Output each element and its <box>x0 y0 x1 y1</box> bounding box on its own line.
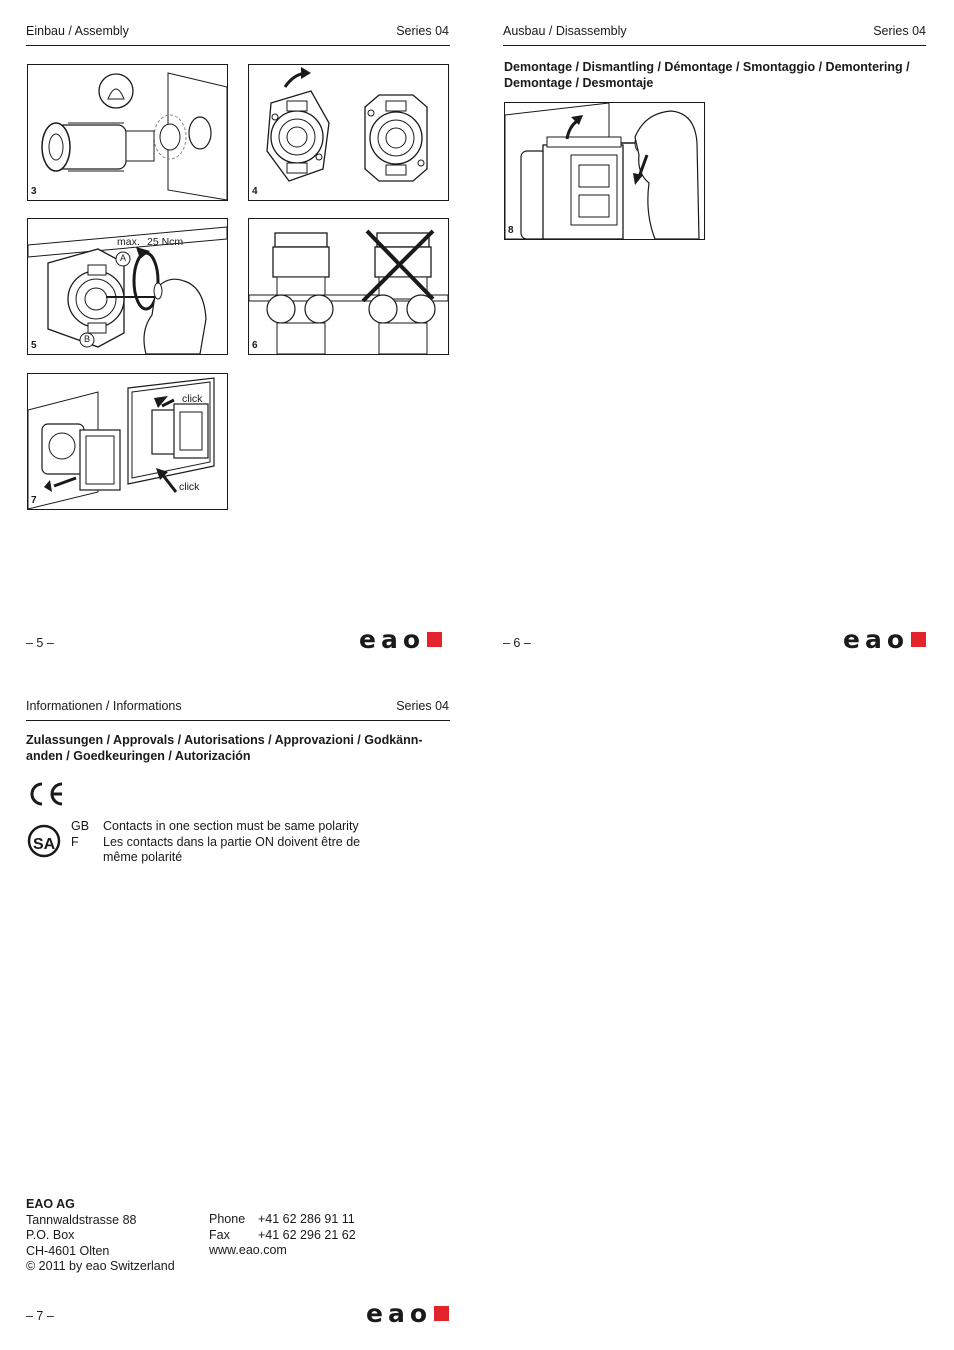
page6-header-right: Series 04 <box>873 24 926 38</box>
figure-4-number: 4 <box>252 186 258 197</box>
website-link[interactable]: www.eao.com <box>209 1243 287 1257</box>
company-contact <box>209 1212 356 1259</box>
phone-number: +41 62 286 91 11 <box>258 1212 355 1226</box>
figure-5-tightening <box>27 218 228 355</box>
page6-eao-logo <box>843 627 926 652</box>
note-text-f: Les contacts dans la partie ON doivent être de <box>103 834 361 849</box>
company-street: Tannwaldstrasse 88 <box>26 1212 137 1227</box>
page7-header-right: Series 04 <box>396 699 449 713</box>
page6-header-rule <box>503 45 926 46</box>
company-copyright: © 2011 by eao Switzerland <box>26 1259 175 1273</box>
company-city: CH-4601 Olten <box>26 1243 110 1258</box>
page7-header-rule <box>26 720 450 721</box>
csa-mark-icon <box>27 823 61 859</box>
note-lang-gb: GB <box>71 819 90 833</box>
note-text-f-cont: même polarité <box>103 850 183 864</box>
page6-header-left: Ausbau / Disassembly <box>503 24 627 38</box>
figure-5-number: 5 <box>31 340 37 351</box>
polarity-notes <box>71 819 360 866</box>
figure-5-label-a: A <box>120 253 127 263</box>
figure-8-number: 8 <box>508 225 514 236</box>
note-text-gb: Contacts in one section must be same polarity <box>103 819 359 833</box>
figure-4-rotation <box>248 64 449 201</box>
logo-red-square <box>427 632 442 647</box>
page6-page-number: – 6 – <box>503 636 531 650</box>
ce-mark-icon <box>27 781 65 807</box>
csa-mark-letters: SA <box>33 836 56 853</box>
figure-3-number: 3 <box>31 186 37 197</box>
company-address <box>26 1197 175 1275</box>
page7-title-line2: anden / Goedkeuringen / Autorización <box>26 748 251 763</box>
figure-6-number: 6 <box>252 340 258 351</box>
figure-6-correct-incorrect <box>248 218 449 355</box>
page5-page-number: – 5 – <box>26 636 54 650</box>
logo-text: eao <box>843 625 910 654</box>
page7-page-number: – 7 – <box>26 1309 54 1323</box>
figure-3-mounting-button <box>27 64 228 201</box>
note-lang-f: F <box>71 834 79 849</box>
figure-5-max-label: max. <box>117 236 140 248</box>
figure-7-click-label-top: click <box>182 393 203 405</box>
page6-title <box>504 60 910 91</box>
fax-number: +41 62 296 21 62 <box>258 1227 356 1242</box>
page5-eao-logo <box>359 627 442 652</box>
page5-header-right: Series 04 <box>396 24 449 38</box>
logo-red-square <box>911 632 926 647</box>
figure-5-label-b: B <box>84 334 91 344</box>
page5-header-rule <box>26 45 450 46</box>
page6-title-line1: Demontage / Dismantling / Démontage / Smontaggio / Demontering / <box>504 60 910 74</box>
page7-header-left: Informationen / Informations <box>26 699 182 713</box>
page7-title-line1: Zulassungen / Approvals / Autorisations / Approvazioni / Godkänn- <box>26 733 423 747</box>
page7-title <box>26 733 423 764</box>
figure-5-torque-label: 25 Ncm <box>147 236 184 248</box>
company-box: P.O. Box <box>26 1228 75 1242</box>
logo-text: eao <box>359 625 426 654</box>
fax-label: Fax <box>209 1227 230 1242</box>
company-name: EAO AG <box>26 1197 75 1211</box>
page5-header-left: Einbau / Assembly <box>26 24 129 38</box>
figure-7-click-label-bottom: click <box>179 481 200 493</box>
note-lang-blank <box>71 850 103 866</box>
phone-label: Phone <box>209 1212 246 1226</box>
figure-8-dismantling <box>504 102 705 240</box>
page7-eao-logo <box>366 1301 449 1326</box>
figure-7-click-contact <box>27 373 228 510</box>
page6-title-line2: Demontage / Desmontaje <box>504 75 654 90</box>
logo-text: eao <box>366 1299 433 1328</box>
figure-7-number: 7 <box>31 495 37 506</box>
logo-red-square <box>434 1306 449 1321</box>
